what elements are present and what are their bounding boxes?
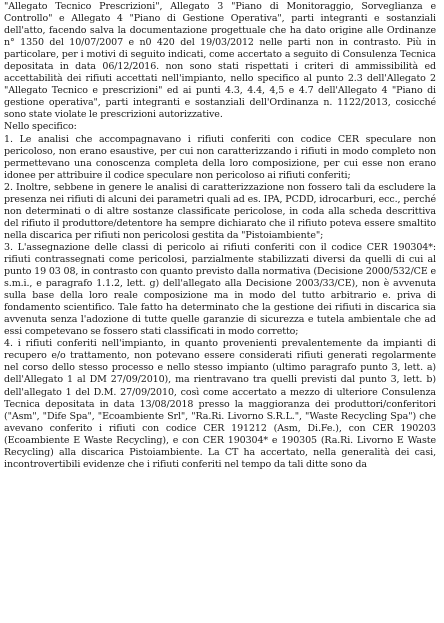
paragraph-item-2: 2. Inoltre, sebbene in genere le analisi di caratterizzazione non fossero tali da escludere la presenza nei rifiuti di alcuni dei parametri quali ad es. IPA, PCDD, idrocarburi, ecc., perché non determinati o di altre sostanze classificate pericolose, in coda alla scheda descrittiva del rifiuto il produttore/detentore ha sempre dichiarato che il rifiuto poteva essere smaltito nella discarica per rifiuti non pericolosi gestita da "Pistoiambiente"; (4, 181, 436, 241)
paragraph-prescriptions: "Allegato Tecnico Prescrizioni", Allegato 3 "Piano di Monitoraggio, Sorveglianza e Controllo" e Allegato 4 "Piano di Gestione Operativa", parti integranti e sostanziali dell'atto, facendo salva la documentazione progettuale che ha dato origine alle Ordinanze n° 1350 del 10/07/2007 e n0 420 del 19/03/2012 nelle parti non in contrasto. Più in particolare, per i motivi di seguito indicati, come accertato a seguito di Consulenza Tecnica depositata in data 06/12/2016. non sono stati rispettati i criteri di ammissibilità ed accettabilità dei rifiuti accettati nell'impianto, nello specifico al punto 2.3 dell'Allegato 2 "Allegato Tecnico e prescrizioni" ed ai punti 4.3, 4.4, 4,5 e 4.7 dell'Allegato 4 "Piano di gestione operativa", parti integranti e sostanziali dell'Ordinanza n. 1122/2013, cosicché sono state violate le prescrizioni autorizzative. (4, 1, 436, 121)
paragraph-heading-specifics: Nello specifico: (4, 121, 77, 133)
paragraph-item-4: 4. i rifiuti conferiti nell'impianto, in quanto provenienti prevalentemente da impianti di recupero e/o trattamento, non potevano essere considerati rifiuti generati regolarmente nel corso dello stesso processo e nello stesso impianto (ultimo paragrafo punto 3, lett. a) dell'Allegato 1 al DM 27/09/2010), ma rientravano tra quelli previsti dal punto 3, lett. b) dell'allegato 1 del D.M. 27/09/2010, così come accertato a mezzo di ulteriore Consulenza Tecnica depositata in data 13/08/2018 presso la maggioranza dei produttori/conferitori ("Asm", "Dife Spa", "Ecoambiente Srl", "Ra.Ri. Livorno S.R.L.", "Waste Recycling Spa") che avevano conferito i rifiuti con codice CER 191212 (Asm, Di.Fe.), con CER 190203 (Ecoambiente E Waste Recycling), e con CER 190304* e 190305 (Ra.Ri. Livorno E Waste Recycling) alla discarica Pistoiambiente. La CT ha accertato, nella generalità dei casi, incontrovertibili evidenze che i rifiuti conferiti nel tempo da tali ditte sono da (4, 338, 436, 470)
paragraph-item-1: 1. Le analisi che accompagnavano i rifiuti conferiti con codice CER speculare non pericoloso, non erano esaustive, per cui non caratterizzando i rifiuti in modo completo non permettevano una conoscenza completa della loro composizione, per cui esse non erano idonee per attribuire il codice speculare non pericoloso ai rifiuti conferiti; (4, 133, 436, 181)
paragraph-item-3: 3. L'assegnazione delle classi di pericolo ai rifiuti conferiti con il codice CER 190304*: rifiuti contrassegnati come pericolosi, parzialmente stabilizzati diversi da quelli di cui al punto 19 03 08, in contrasto con quanto previsto dalla normativa (Decisione 2000/532/CE e s.m.i., e paragrafo 1.1.2, lett. g) dell'allegato alla Decisione 2003/33/CE), non è avvenuta sulla base della loro reale composizione ma in modo del tutto arbitrario e. priva di fondamento scientifico. Tale fatto ha determinato che la gestione dei rifiuti in discarica sia avvenuta senza l'adozione di tutte quelle garanzie di sicurezza e tutela ambientale che ad essi competevano se fossero stati classificati in modo corretto; (4, 241, 436, 338)
